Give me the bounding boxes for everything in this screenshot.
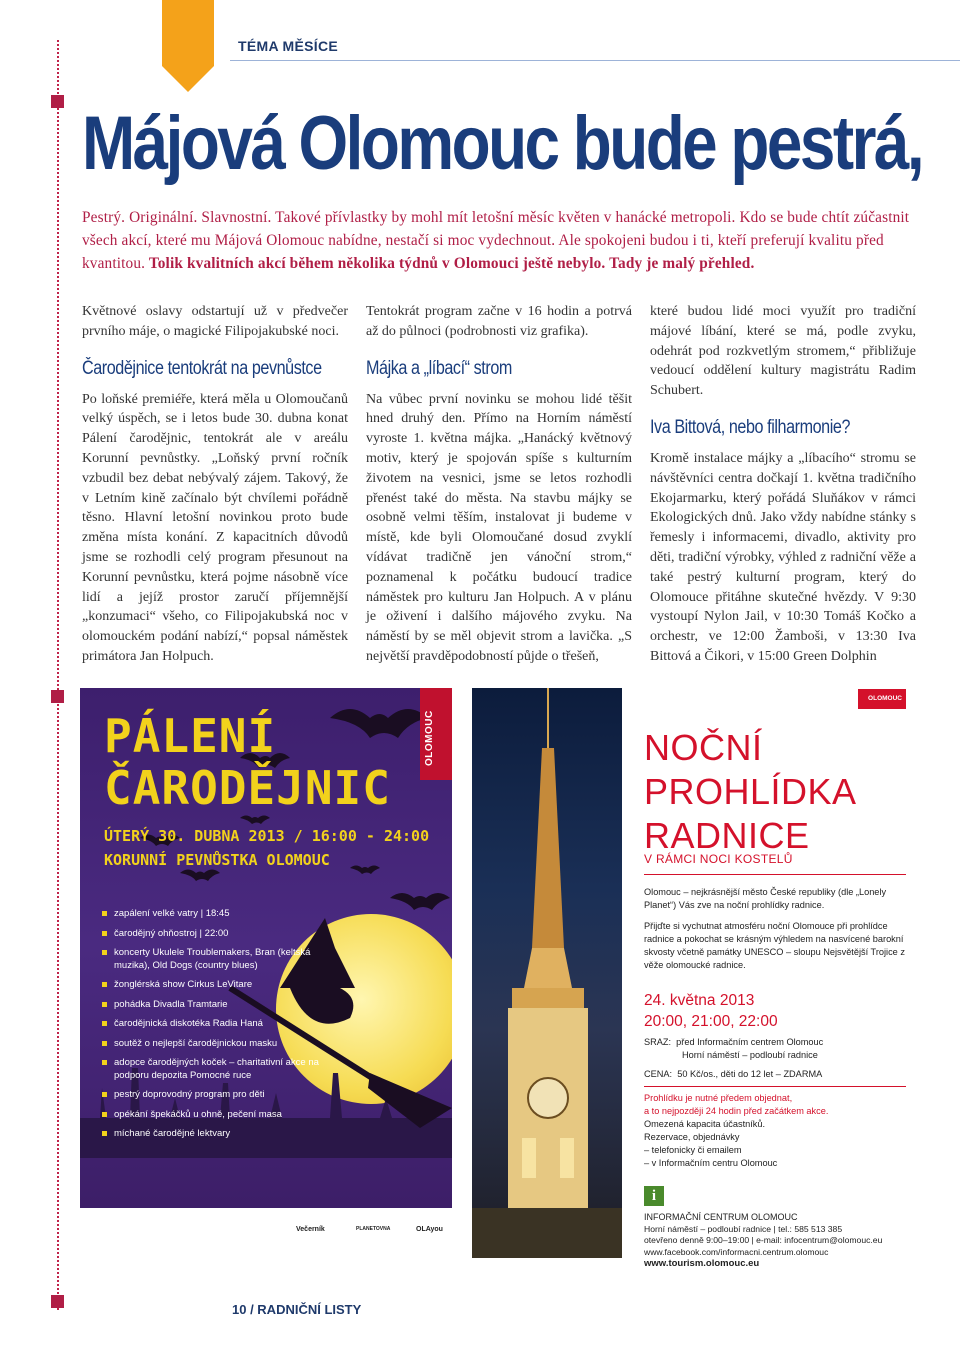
- poster-program-item: míchané čarodějné lektvary: [102, 1128, 322, 1141]
- info-center-facebook[interactable]: www.facebook.com/informacni.centrum.olomouc: [644, 1246, 829, 1257]
- info-center-address: Horní náměstí – podloubí radnice | tel.: 585 513 385: [644, 1223, 843, 1234]
- ad-title-line-3: RADNICE: [644, 815, 810, 856]
- col1-subheading: Čarodějnice tentokrát na pevnůstce: [82, 357, 322, 379]
- guide-square-top: [51, 95, 64, 108]
- ad-body: Přijďte si vychutnat atmosféru noční Olomouce při prohlídce radnice a pokochat se krásným výhledem na nasvícené barokní skvosty včetně památky UNESCO – sloupu Nejsvětější Trojice z věže olomoucké radnice.: [644, 921, 905, 970]
- poster-venue-line: KORUNNÍ PEVNŮSTKA OLOMOUC: [104, 851, 330, 869]
- ad-booking-line-3: – telefonicky či emailem: [644, 1145, 742, 1155]
- ad-price-label: CENA:: [644, 1069, 673, 1079]
- poster-program-item: zapálení velké vatry | 18:45: [102, 908, 322, 921]
- article-column-3: [650, 302, 916, 676]
- ad-meeting-line-2: Horní náměstí – podloubí radnice: [682, 1050, 818, 1060]
- poster-program-list: [102, 908, 322, 1148]
- col2-body: Na vůbec první novinku se mohou lidé těšit hned druhý den. Přímo na Horním náměstí vyroste 1. května májka. „Hanácký květnový motiv, který je spojován spíše s kulturním životem na vesnici, jsme se letos rozhodli přenést také do města. Na stavbu májky se osobně velmi těším, instalovat ji budeme v místě, kde byli Olomoučané dosud zvyklí vídávat tradičně jen vánoční strom,“ poznamenal k počátku budoucí tradice náměstek pro kulturu Jan Holpuch. A v plánu je oživení i dalšího májového zvyku. Na náměstí by se měl objevit strom a lavička. „S největší pravděpodobností půjde o třešeň,: [366, 391, 632, 664]
- ad-meeting-point: [644, 1036, 906, 1081]
- tower-illustration: [472, 688, 622, 1258]
- ad-title-line-2: PROHLÍDKA: [644, 771, 857, 812]
- section-tag: TÉMA MĚSÍCE: [238, 38, 339, 54]
- poster-program-item: čarodějný ohňostroj | 22:00: [102, 928, 322, 941]
- poster-title-line-2: ČARODĚJNIC: [104, 761, 391, 815]
- poster-title: [104, 710, 391, 814]
- guide-square-bottom: [51, 1295, 64, 1308]
- info-center-web[interactable]: www.tourism.olomouc.eu: [644, 1258, 760, 1269]
- col1-intro: Květnové oslavy odstartují už v předvečer prvního máje, o magické Filipojakubské noci.: [82, 304, 348, 339]
- ad-intro: Olomouc – nejkrásnější město České republiky (dle „Lonely Planet“) Vás zve na noční prohlídky radnice.: [644, 887, 887, 910]
- ad-booking-red-2: a to nejpozději 24 hodin před začátkem akce.: [644, 1106, 829, 1116]
- ad-title: [644, 726, 857, 858]
- ad-booking-line-2: Rezervace, objednávky: [644, 1132, 740, 1142]
- page-footer: 10 / RADNIČNÍ LISTY: [232, 1302, 362, 1317]
- lead-part-1: Pestrý. Originální. Slavnostní. Takové přívlastky by mohl mít letošní měsíc květen v hanácké metropoli. Kdo se bude chtít zúčastnit všech akcí, které mu Májová Olomouc nabídne, nestačí si moc vydechnout. Ale spokojeni budou i ti, kteří preferují kvalitu před kvantitou.: [82, 209, 910, 272]
- lead-paragraph: [82, 206, 927, 275]
- col3-intro: které budou lidé moci využít pro tradiční májové líbání, které se má, podle zvyku, odehrát pod rozkvetlým stromem,“ přibližuje vedoucí oddělení kultury magistrátu Radim Schubert.: [650, 304, 916, 399]
- poster-program-item: žonglérská show Cirkus LeVitare: [102, 979, 322, 992]
- ad-booking-red-1: Prohlídku je nutné předem objednat,: [644, 1093, 793, 1103]
- poster-program-item: čarodějnická diskotéka Radia Haná: [102, 1018, 322, 1031]
- sponsor-logo: OLAyou: [416, 1226, 443, 1233]
- poster-brand-label: OLOMOUC: [424, 710, 435, 766]
- town-hall-tower-photo: [472, 688, 622, 1258]
- col2-subheading: Májka a „líbací“ strom: [366, 357, 512, 379]
- sponsor-strip: [80, 1208, 452, 1258]
- ad-divider: [644, 1086, 906, 1087]
- ad-price: 50 Kč/os., děti do 12 let – ZDARMA: [677, 1069, 823, 1079]
- lead-part-2: Tolik kvalitních akcí během několika týdnů v Olomouci ještě nebylo. Tady je malý přehled.: [148, 255, 755, 272]
- poster-date-line: ÚTERÝ 30. DUBNA 2013 / 16:00 - 24:00: [104, 827, 430, 845]
- article-column-1: [82, 302, 348, 676]
- ad-booking-line-4: – v Informačním centru Olomouc: [644, 1158, 778, 1168]
- ad-title-line-1: NOČNÍ: [644, 727, 763, 768]
- ad-divider: [644, 874, 906, 875]
- ad-date-line: 24. května 2013: [644, 992, 755, 1009]
- ad-booking: [644, 1092, 906, 1170]
- col1-body: Po loňské premiéře, která měla u Olomoučanů velký úspěch, se i letos bude 30. dubna konat Pálení čarodějnic, tentokrát ale v areálu Korunní pevnůstky. „Loňský první ročník vzbudil bez debat nebývalý zájem. Takový, že v Letním kině začínalo být chvílemi pořádně těsno. Hlavní letošní novinkou proto bude změna místa konání. Z kapacitních důvodů jsme se rozhodli celý program přesunout na Korunní pevnůstku, která pojme násobně více lidí a jejíž prostor zaručí příjemnější „konzumaci“ všeho, co Filipojakubská noc v olomouckém podání nabízí,“ popsal náměstek primátora Jan Holpuch.: [82, 391, 348, 664]
- header-rule: [230, 60, 960, 61]
- poster-brand-strip: [420, 688, 452, 780]
- poster-program-item: koncerty Ukulele Troublemakers, Bran (keltská muzika), Old Dogs (country blues): [102, 947, 322, 972]
- poster-program-item: opékání špekáčků u ohně, pečení masa: [102, 1109, 322, 1122]
- article-column-2: [366, 302, 632, 676]
- info-center-contact: [644, 1212, 906, 1270]
- ad-date: [644, 990, 778, 1032]
- ad-booking-line-1: Omezená kapacita účastníků.: [644, 1119, 766, 1129]
- headline: Májová Olomouc bude pestrá,: [82, 101, 923, 186]
- witch-burning-poster: [80, 688, 452, 1258]
- sponsor-logo: PLANETOVNA: [356, 1226, 391, 1232]
- ad-meeting-label: SRAZ:: [644, 1037, 672, 1047]
- info-icon: i: [644, 1186, 664, 1206]
- guide-square-middle: [51, 690, 64, 703]
- left-dotted-guide: [57, 40, 59, 1310]
- poster-program-item: adopce čarodějných koček – charitativní akce na podporu depozita Pomocné ruce: [102, 1057, 322, 1082]
- poster-program-item: soutěž o nejlepší čarodějnickou masku: [102, 1038, 322, 1051]
- info-center-name: INFORMAČNÍ CENTRUM OLOMOUC: [644, 1212, 798, 1222]
- col3-subheading: Iva Bittová, nebo filharmonie?: [650, 416, 851, 438]
- poster-program-item: pohádka Divadla Tramtarie: [102, 999, 322, 1012]
- col3-body: Kromě instalace májky a „líbacího“ stromu se návštěvníci centra dočkají 1. května tradičního Ekojarmarku, který pořádá Sluňákov v rámci Ekologických dnů. Jako vždy nabídne stánky s řemesly i informacemi, divadlo, aktivity pro děti, tradiční výrobky, výhled z radniční věže a také pestrý kulturní program, který do Olomouce přitáhne skutečné hvězdy. V 9:30 vystoupí Nylon Jail, v 10:30 Tomáš Kočko a orchestr, ve 12:00 Žamboši, v 13:30 Iva Bittová a Čikori, v 15:00 Green Dolphin: [650, 450, 916, 664]
- pennant-icon: [162, 0, 214, 92]
- poster-title-line-1: PÁLENÍ: [104, 709, 277, 763]
- poster-program-item: pestrý doprovodný program pro děti: [102, 1089, 322, 1102]
- ad-times-line: 20:00, 21:00, 22:00: [644, 1013, 778, 1030]
- ad-subtitle: V RÁMCI NOCI KOSTELŮ: [644, 852, 793, 866]
- info-center-hours: otevřeno denně 9:00–19:00 | e-mail: infocentrum@olomouc.eu: [644, 1235, 883, 1245]
- col2-intro: Tentokrát program začne v 16 hodin a potrvá až do půlnoci (podrobnosti viz grafika).: [366, 304, 632, 339]
- ad-meeting-line-1: před Informačním centrem Olomouc: [676, 1037, 824, 1047]
- poster-date: [104, 824, 429, 872]
- sponsor-logo: Večerník: [296, 1226, 325, 1233]
- ad-brand-logo: OLOMOUC: [858, 689, 906, 709]
